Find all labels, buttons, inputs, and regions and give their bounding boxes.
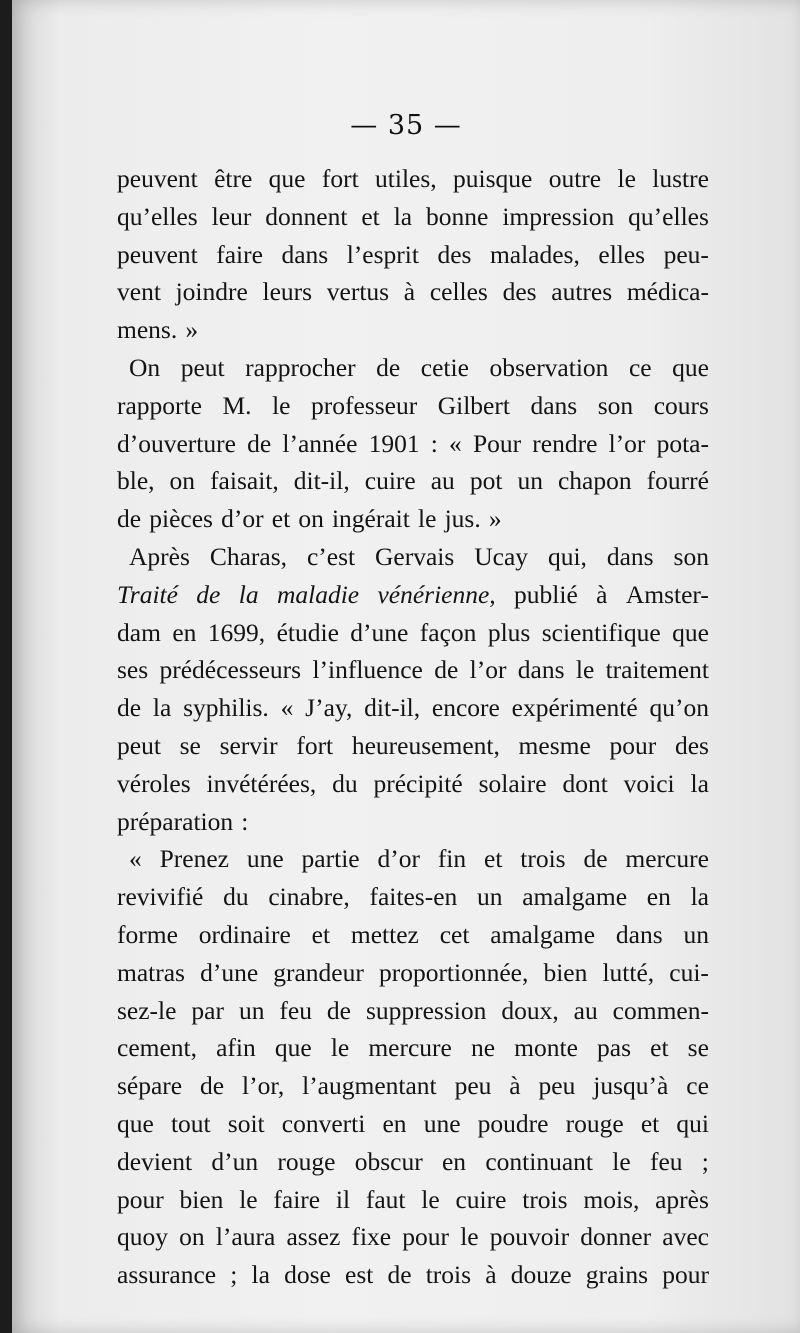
text-line bbox=[117, 1218, 709, 1256]
book-page bbox=[12, 0, 800, 1333]
word: faire bbox=[273, 1184, 321, 1214]
text-line bbox=[117, 689, 709, 727]
word: un bbox=[683, 919, 709, 949]
word: continuant bbox=[485, 1146, 593, 1176]
word: ordinaire bbox=[198, 919, 291, 949]
word: préparation bbox=[117, 806, 234, 836]
word: cuire bbox=[364, 466, 416, 496]
word: l’influence bbox=[312, 655, 423, 685]
word: en bbox=[382, 1108, 407, 1138]
word: que bbox=[672, 617, 709, 647]
text-line bbox=[117, 1181, 709, 1219]
word: pour bbox=[609, 730, 657, 760]
word: professeur bbox=[310, 390, 418, 420]
word: l’augmentant bbox=[302, 1071, 437, 1101]
word: rendre bbox=[532, 428, 598, 458]
word: joindre bbox=[175, 277, 248, 307]
word: faut bbox=[365, 1184, 406, 1214]
word: dit-il, bbox=[364, 693, 421, 723]
text-line bbox=[117, 236, 709, 274]
text-line bbox=[117, 387, 709, 425]
word: que bbox=[117, 1108, 154, 1138]
word: feu bbox=[279, 995, 312, 1025]
word: l’or bbox=[608, 428, 646, 458]
word: faites-en bbox=[369, 882, 458, 912]
word: peut bbox=[117, 730, 161, 760]
word: le bbox=[421, 1184, 440, 1214]
word: le bbox=[575, 655, 595, 685]
word: utiles, bbox=[375, 164, 437, 193]
word: d’une bbox=[200, 957, 259, 987]
word: feu bbox=[649, 1146, 683, 1176]
word: et bbox=[311, 919, 331, 949]
word: dose bbox=[284, 1260, 331, 1290]
word: et bbox=[271, 504, 291, 534]
text-line bbox=[117, 803, 709, 841]
word: donnent bbox=[265, 201, 348, 231]
word: il bbox=[335, 1184, 351, 1214]
word: de bbox=[117, 693, 142, 723]
text-line bbox=[117, 765, 709, 803]
word: ne bbox=[470, 1033, 496, 1063]
word: ce bbox=[686, 1071, 709, 1101]
word: devient bbox=[117, 1146, 193, 1176]
word: ingérait bbox=[331, 504, 410, 534]
word: qui, bbox=[547, 541, 587, 571]
word: dans bbox=[281, 239, 329, 269]
word: suppression bbox=[365, 995, 487, 1025]
word: poudre bbox=[477, 1108, 549, 1138]
word: le bbox=[612, 1146, 631, 1176]
word: forme bbox=[117, 919, 178, 949]
word: façon bbox=[419, 617, 477, 647]
word: d’or bbox=[221, 504, 264, 534]
word: impression bbox=[502, 201, 615, 231]
word: l’aura bbox=[215, 1222, 276, 1252]
word: solaire bbox=[478, 768, 547, 798]
word: malades, bbox=[489, 239, 580, 269]
word: dit-il, bbox=[293, 466, 350, 496]
word: ble, bbox=[117, 466, 155, 496]
word: scientifique bbox=[541, 617, 661, 647]
word: d’or bbox=[377, 844, 420, 874]
word: cement, bbox=[117, 1033, 197, 1063]
word: maladie bbox=[276, 579, 360, 609]
word: fin bbox=[437, 844, 467, 874]
word: le bbox=[617, 164, 636, 193]
text-line bbox=[117, 311, 709, 349]
word: dam bbox=[117, 617, 161, 647]
word: fort bbox=[296, 730, 334, 760]
word: la bbox=[690, 882, 709, 912]
word: doux, bbox=[501, 995, 559, 1025]
word: l’or, bbox=[242, 1071, 285, 1101]
word: autres bbox=[551, 277, 613, 307]
word: prédécesseurs bbox=[159, 655, 302, 685]
word: à bbox=[485, 1260, 497, 1290]
word: son bbox=[597, 390, 634, 420]
word: fixe bbox=[351, 1222, 392, 1252]
word: être bbox=[214, 164, 253, 193]
word: on bbox=[179, 1222, 205, 1252]
word: trois bbox=[425, 1260, 472, 1290]
word: ce bbox=[628, 352, 652, 382]
word: « bbox=[449, 428, 462, 458]
text-line bbox=[117, 1143, 709, 1181]
word: cui- bbox=[669, 957, 709, 987]
word: rapporte bbox=[117, 390, 202, 420]
word: amalgame bbox=[490, 919, 596, 949]
word: pouvoir bbox=[489, 1222, 570, 1252]
word: précipité bbox=[373, 768, 463, 798]
word: qu’elles bbox=[628, 201, 709, 231]
word: jusqu’à bbox=[593, 1071, 669, 1101]
word: donner bbox=[580, 1222, 652, 1252]
word: vent bbox=[117, 277, 161, 307]
word: de bbox=[200, 1071, 225, 1101]
word: qu’on bbox=[649, 693, 709, 723]
word: de bbox=[117, 504, 142, 534]
word: à bbox=[403, 277, 416, 307]
word: cinabre, bbox=[268, 882, 350, 912]
word: pota- bbox=[656, 428, 709, 458]
word: de bbox=[583, 844, 608, 874]
word: en bbox=[646, 882, 671, 912]
word: de bbox=[196, 579, 221, 609]
word: mercure bbox=[368, 1033, 452, 1063]
word: Amster- bbox=[625, 579, 709, 609]
text-line bbox=[117, 1256, 709, 1294]
word: amalgame bbox=[522, 882, 628, 912]
word: observation bbox=[489, 352, 609, 382]
word: la bbox=[690, 768, 709, 798]
word: rouge bbox=[565, 1108, 624, 1138]
word: d’une bbox=[350, 617, 409, 647]
word: leurs bbox=[262, 277, 313, 307]
word: soit bbox=[227, 1108, 265, 1138]
word: dont bbox=[562, 768, 608, 798]
word: Prenez bbox=[159, 844, 229, 874]
word: bonne bbox=[426, 201, 489, 231]
word: d’ouverture bbox=[117, 428, 236, 458]
text-line bbox=[117, 425, 709, 463]
word: monte bbox=[514, 1033, 578, 1063]
text-line bbox=[117, 1029, 709, 1067]
word: afin bbox=[216, 1033, 256, 1063]
word: grains bbox=[585, 1260, 649, 1290]
word: mercure bbox=[625, 844, 709, 874]
word: lutté, bbox=[602, 957, 655, 987]
word: mens. bbox=[117, 315, 178, 345]
word: tout bbox=[170, 1108, 211, 1138]
word: on bbox=[169, 466, 196, 496]
word: le bbox=[272, 390, 291, 420]
word: d’un bbox=[211, 1146, 259, 1176]
word: au bbox=[573, 995, 598, 1025]
word: proportionnée, bbox=[378, 957, 529, 987]
word: après bbox=[655, 1184, 709, 1214]
word: » bbox=[185, 315, 199, 345]
word: le bbox=[239, 1184, 258, 1214]
text-line bbox=[117, 462, 709, 500]
text-line bbox=[117, 916, 709, 954]
word: rouge bbox=[277, 1146, 336, 1176]
word: et bbox=[640, 1108, 660, 1138]
page-number: — 35 — bbox=[350, 110, 462, 141]
word: véroles bbox=[117, 768, 191, 798]
word: Gervais bbox=[375, 541, 455, 571]
word: trois bbox=[522, 1184, 568, 1214]
word: cuire bbox=[455, 1184, 507, 1214]
word: et bbox=[650, 1033, 669, 1063]
text-line bbox=[117, 614, 709, 652]
word: heureusement, bbox=[351, 730, 500, 760]
word: assurance bbox=[117, 1260, 217, 1290]
word: On bbox=[129, 352, 161, 382]
text-line bbox=[117, 840, 709, 878]
word: cetie bbox=[420, 352, 469, 382]
word: J’ay, bbox=[305, 693, 353, 723]
word: matras bbox=[117, 957, 185, 987]
word: la bbox=[152, 693, 172, 723]
text-line bbox=[117, 878, 709, 916]
word: peut bbox=[180, 352, 225, 382]
word: une bbox=[246, 844, 284, 874]
word: dans bbox=[615, 919, 663, 949]
word: sez-le bbox=[117, 995, 177, 1025]
word: à bbox=[596, 579, 608, 609]
word: de bbox=[247, 428, 272, 458]
word: sépare bbox=[117, 1071, 183, 1101]
word: que bbox=[274, 1033, 312, 1063]
word: chapon bbox=[557, 466, 632, 496]
word: à bbox=[509, 1071, 521, 1101]
word: partie bbox=[301, 844, 360, 874]
word: Traité bbox=[117, 579, 178, 609]
word: douze bbox=[510, 1260, 572, 1290]
word: avec bbox=[662, 1222, 709, 1252]
text-line bbox=[117, 992, 709, 1030]
text-line bbox=[117, 954, 709, 992]
word: peuvent bbox=[117, 239, 198, 269]
word: au bbox=[430, 466, 455, 496]
word: des bbox=[674, 730, 709, 760]
word: « bbox=[280, 693, 294, 723]
word: se bbox=[687, 1033, 709, 1063]
word: c’est bbox=[306, 541, 356, 571]
word: l’esprit bbox=[346, 239, 419, 269]
word: revivifié bbox=[117, 882, 204, 912]
word: et bbox=[484, 844, 503, 874]
word: du bbox=[332, 768, 358, 798]
word: l’or bbox=[469, 655, 507, 685]
word: des bbox=[502, 277, 537, 307]
word: puisque bbox=[453, 164, 533, 193]
word: 1901 bbox=[368, 428, 420, 458]
word: des bbox=[437, 239, 472, 269]
text-line bbox=[117, 273, 709, 311]
word: » bbox=[488, 504, 502, 534]
word: publié bbox=[514, 579, 578, 609]
word: ; bbox=[230, 1260, 238, 1290]
word: leur bbox=[211, 201, 252, 231]
word: syphilis. bbox=[183, 693, 269, 723]
word: pour bbox=[402, 1222, 450, 1252]
word: vénérienne, bbox=[377, 579, 496, 609]
word: de bbox=[326, 995, 351, 1025]
word: un bbox=[238, 995, 265, 1025]
word: traitement bbox=[605, 655, 709, 685]
word: faire bbox=[216, 239, 263, 269]
word: dans bbox=[517, 655, 565, 685]
word: étudie bbox=[276, 617, 339, 647]
word: servir bbox=[219, 730, 278, 760]
word: voici bbox=[623, 768, 675, 798]
word: et bbox=[361, 201, 380, 231]
word: Pour bbox=[472, 428, 522, 458]
word: fort bbox=[321, 164, 359, 193]
word: fourré bbox=[646, 466, 709, 496]
word: pour bbox=[117, 1184, 164, 1214]
word: en bbox=[172, 617, 197, 647]
word: obscur bbox=[354, 1146, 423, 1176]
word: le bbox=[460, 1222, 479, 1252]
word: mettez bbox=[350, 919, 419, 949]
word: cet bbox=[439, 919, 470, 949]
body-text bbox=[117, 160, 709, 1294]
word: par bbox=[191, 995, 224, 1025]
word: qui bbox=[676, 1108, 709, 1138]
word: de bbox=[387, 1260, 412, 1290]
word: est bbox=[345, 1260, 374, 1290]
word: du bbox=[223, 882, 249, 912]
text-line bbox=[117, 651, 709, 689]
word: quoy bbox=[117, 1222, 168, 1252]
word: dans bbox=[606, 541, 654, 571]
text-line bbox=[117, 160, 709, 198]
word: plus bbox=[487, 617, 531, 647]
word: l’année bbox=[282, 428, 358, 458]
word: médica- bbox=[626, 277, 709, 307]
word: cours bbox=[653, 390, 709, 420]
word: : bbox=[241, 806, 249, 836]
word: de bbox=[434, 655, 459, 685]
word: bien bbox=[543, 957, 588, 987]
word: grandeur bbox=[273, 957, 364, 987]
word: se bbox=[179, 730, 201, 760]
word: M. bbox=[222, 390, 252, 420]
word: elles bbox=[598, 239, 646, 269]
word: expérimenté bbox=[511, 693, 638, 723]
word: pot bbox=[469, 466, 503, 496]
text-line bbox=[117, 538, 709, 576]
word: son bbox=[673, 541, 709, 571]
word: ses bbox=[117, 655, 149, 685]
text-line bbox=[117, 198, 709, 236]
word: rapprocher bbox=[245, 352, 356, 382]
word: la bbox=[393, 201, 413, 231]
text-line bbox=[117, 576, 709, 614]
word: jus. bbox=[444, 504, 481, 534]
word: peu bbox=[454, 1071, 492, 1101]
word: : bbox=[430, 428, 438, 458]
word: 1699, bbox=[207, 617, 266, 647]
word: Ucay bbox=[474, 541, 529, 571]
word: que bbox=[672, 352, 709, 382]
word: la bbox=[251, 1260, 270, 1290]
word: Gilbert bbox=[437, 390, 510, 420]
word: en bbox=[441, 1146, 467, 1176]
text-line bbox=[117, 1067, 709, 1105]
word: Charas, bbox=[209, 541, 288, 571]
word: invétérées, bbox=[206, 768, 317, 798]
word: de bbox=[376, 352, 401, 382]
word: peu- bbox=[663, 239, 709, 269]
word: Après bbox=[129, 541, 190, 571]
word: commen- bbox=[612, 995, 709, 1025]
word: encore bbox=[431, 693, 500, 723]
word: un bbox=[517, 466, 543, 496]
text-line bbox=[117, 1105, 709, 1143]
text-line bbox=[117, 727, 709, 765]
word: on bbox=[298, 504, 324, 534]
word: la bbox=[238, 579, 259, 609]
word: bien bbox=[179, 1184, 224, 1214]
word: trois bbox=[520, 844, 566, 874]
word: mois, bbox=[583, 1184, 640, 1214]
word: pièces bbox=[149, 504, 213, 534]
word: ; bbox=[701, 1146, 709, 1176]
word: dans bbox=[530, 390, 578, 420]
word: une bbox=[423, 1108, 461, 1138]
word: un bbox=[477, 882, 503, 912]
word: pour bbox=[662, 1260, 709, 1290]
word: faisait, bbox=[210, 466, 279, 496]
word: mesme bbox=[518, 730, 591, 760]
word: le bbox=[418, 504, 437, 534]
word: pas bbox=[597, 1033, 632, 1063]
word: vertus bbox=[326, 277, 390, 307]
word: converti bbox=[281, 1108, 366, 1138]
text-line bbox=[117, 500, 709, 538]
text-line bbox=[117, 349, 709, 387]
word: peu bbox=[538, 1071, 576, 1101]
word: peuvent bbox=[117, 164, 198, 193]
word: celles bbox=[429, 277, 488, 307]
word: outre bbox=[548, 164, 602, 193]
word: lustre bbox=[652, 164, 709, 193]
word: « bbox=[129, 844, 142, 874]
word: qu’elles bbox=[117, 201, 198, 231]
word: que bbox=[268, 164, 306, 193]
word: le bbox=[330, 1033, 350, 1063]
word: assez bbox=[286, 1222, 341, 1252]
